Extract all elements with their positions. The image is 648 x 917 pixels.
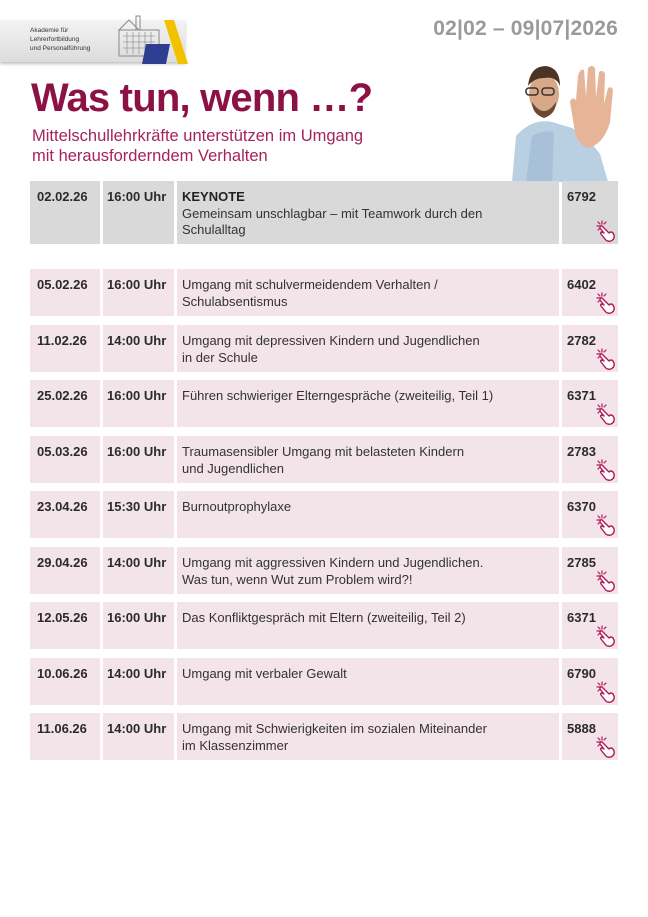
event-time: 16:00 Uhr [103,380,174,427]
click-hand-icon[interactable] [596,403,616,425]
event-title [177,436,559,483]
click-hand-icon[interactable] [596,348,616,370]
event-date: 12.05.26 [30,602,100,649]
event-title-line: Gemeinsam unschlagbar – mit Teamwork durch den [182,205,483,221]
event-row [30,325,618,372]
event-row [30,602,618,649]
course-code-link[interactable] [562,547,618,594]
event-title [177,491,559,538]
course-code-link[interactable] [562,602,618,649]
event-time: 16:00 Uhr [103,181,174,244]
event-title-line: und Jugendlichen [182,460,284,476]
event-date: 05.02.26 [30,269,100,316]
course-code-link[interactable] [562,436,618,483]
event-title [177,181,559,244]
event-time: 14:00 Uhr [103,713,174,760]
event-row [30,380,618,427]
event-title-line: Was tun, wenn Wut zum Problem wird?! [182,571,413,587]
course-code: 6402 [567,277,596,292]
event-time: 14:00 Uhr [103,658,174,705]
event-row [30,491,618,538]
event-title [177,269,559,316]
click-hand-icon[interactable] [596,736,616,758]
course-code: 2782 [567,333,596,348]
keynote-row [30,181,618,244]
course-code-link[interactable] [562,181,618,244]
event-date: 05.03.26 [30,436,100,483]
course-code: 2785 [567,555,596,570]
event-row [30,547,618,594]
event-title-line: Schulalltag [182,222,246,237]
event-title [177,380,559,427]
page-subtitle [32,126,363,166]
event-date: 29.04.26 [30,547,100,594]
click-hand-icon[interactable] [596,570,616,592]
event-title-line: Schulabsentismus [182,293,288,309]
event-title-line: Umgang mit schulvermeidendem Verhalten / [182,277,438,292]
date-range: 02|02 – 09|07|2026 [433,17,618,40]
event-title [177,547,559,594]
page-title: Was tun, wenn …? [31,76,373,120]
course-code: 6371 [567,388,596,403]
event-time: 14:00 Uhr [103,547,174,594]
event-date: 02.02.26 [30,181,100,244]
event-title-line: Traumasensibler Umgang mit belasteten Kindern [182,444,465,459]
subtitle-line: mit herausforderndem Verhalten [32,147,268,165]
event-title-line: in der Schule [182,349,258,365]
event-date: 11.02.26 [30,325,100,372]
event-title [177,325,559,372]
click-hand-icon[interactable] [596,514,616,536]
event-date: 11.06.26 [30,713,100,760]
event-title [177,658,559,705]
event-title-line: im Klassenzimmer [182,737,289,753]
event-row [30,436,618,483]
course-code-link[interactable] [562,325,618,372]
event-title-line: Umgang mit verbaler Gewalt [182,666,347,681]
subtitle-line: Mittelschullehrkräfte unterstützen im Umgang [32,127,364,145]
event-date: 10.06.26 [30,658,100,705]
event-row [30,658,618,705]
click-hand-icon[interactable] [596,220,616,242]
event-time: 14:00 Uhr [103,325,174,372]
event-title-line: Burnoutprophylaxe [182,499,292,514]
man-stop-gesture-photo [512,56,622,182]
course-code-link[interactable] [562,269,618,316]
logo-mark-icon [138,18,188,66]
event-row [30,713,618,760]
event-title-line: Umgang mit Schwierigkeiten im sozialen Miteinander [182,721,487,736]
click-hand-icon[interactable] [596,625,616,647]
event-title-line: Umgang mit aggressiven Kindern und Jugendlichen. [182,555,484,570]
logo-text [30,26,90,53]
click-hand-icon[interactable] [596,292,616,314]
event-title-line: Das Konfliktgespräch mit Eltern (zweiteilig, Teil 2) [182,610,466,625]
event-time: 16:00 Uhr [103,269,174,316]
event-row [30,269,618,316]
event-date: 25.02.26 [30,380,100,427]
course-code: 6370 [567,499,596,514]
event-title [177,602,559,649]
course-code-link[interactable] [562,713,618,760]
course-code: 5888 [567,721,596,736]
event-date: 23.04.26 [30,491,100,538]
event-title-line: Umgang mit depressiven Kindern und Jugendlichen [182,333,480,348]
event-time: 15:30 Uhr [103,491,174,538]
event-time: 16:00 Uhr [103,436,174,483]
event-title [177,713,559,760]
course-code: 6792 [567,189,596,204]
course-code: 6371 [567,610,596,625]
logo-line: und Personalführung [30,45,91,52]
course-code: 6790 [567,666,596,681]
click-hand-icon[interactable] [596,681,616,703]
course-code: 2783 [567,444,596,459]
keynote-label: KEYNOTE [182,189,245,204]
logo-line: Akademie für [30,27,69,34]
course-code-link[interactable] [562,380,618,427]
event-time: 16:00 Uhr [103,602,174,649]
academy-logo [0,12,190,64]
click-hand-icon[interactable] [596,459,616,481]
event-title-line: Führen schwieriger Elterngespräche (zweiteilig, Teil 1) [182,388,494,403]
course-code-link[interactable] [562,658,618,705]
course-code-link[interactable] [562,491,618,538]
logo-line: Lehrerfortbildung [30,36,80,43]
